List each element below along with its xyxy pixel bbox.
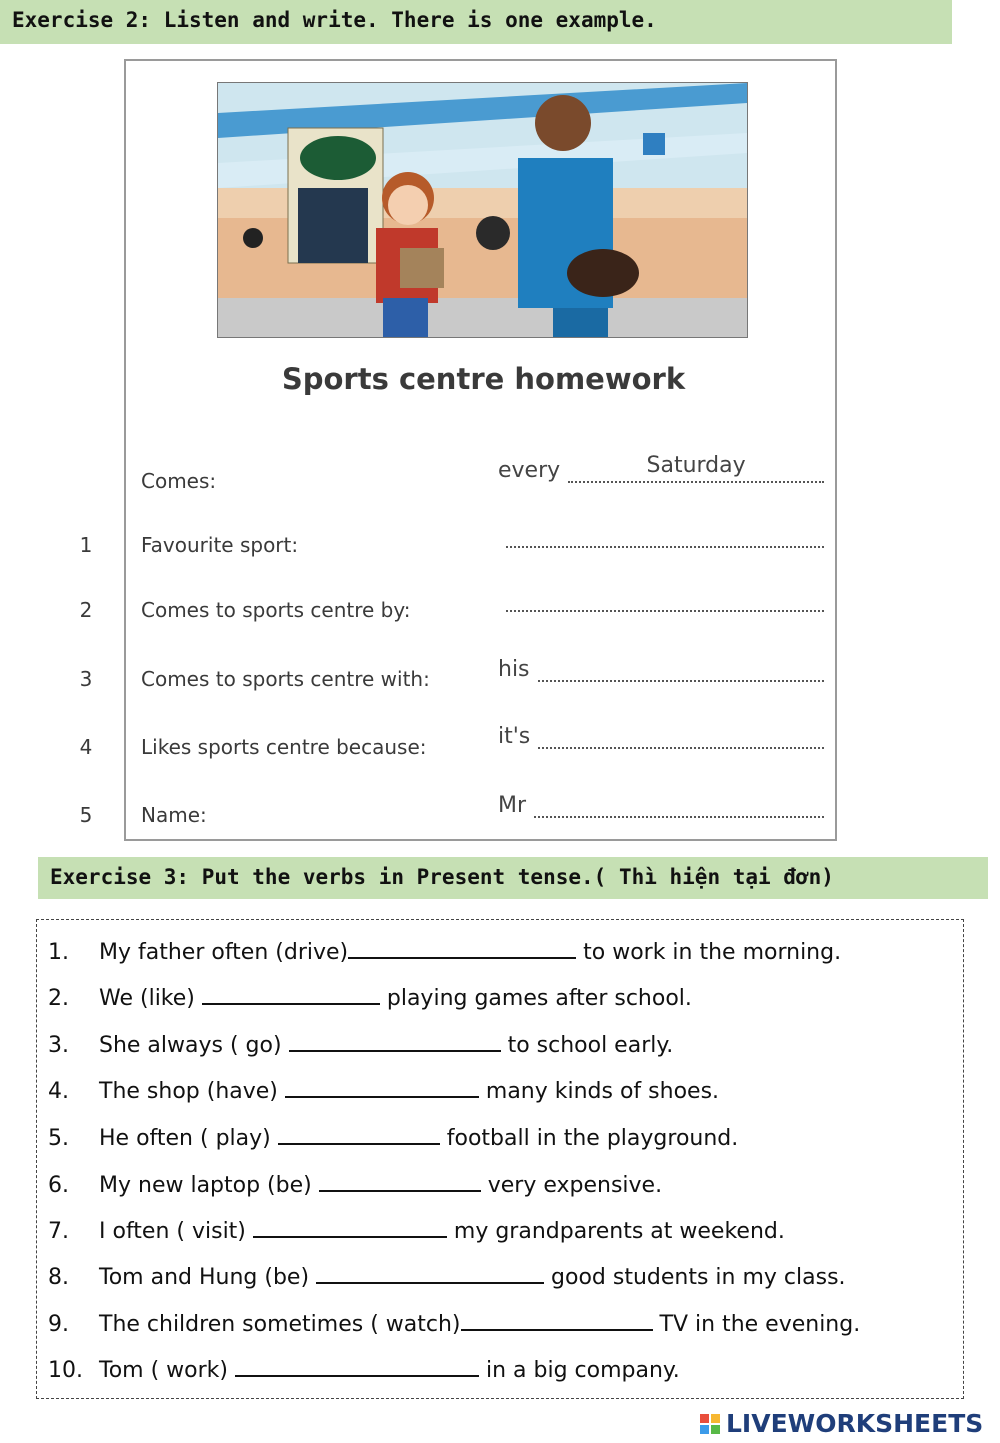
row-label: Comes to sports centre by: (141, 598, 411, 622)
answer-blank[interactable] (202, 985, 380, 1005)
list-item: 10. Tom ( work) in a big company. (48, 1358, 680, 1383)
answer-field[interactable] (498, 793, 824, 818)
list-item: 5. He often ( play) football in the playground. (48, 1126, 739, 1151)
answer-blank[interactable] (316, 1264, 544, 1284)
answer-prefix: Mr (498, 793, 527, 818)
row-number: 2 (79, 598, 93, 622)
exercise-2-header: Exercise 2: Listen and write. There is one example. (0, 0, 952, 44)
list-item: 9. The children sometimes ( watch) TV in the evening. (48, 1312, 861, 1337)
exercise-3-header: Exercise 3: Put the verbs in Present tense.( Thì hiện tại đơn) (38, 857, 988, 899)
answer-value: Saturday (646, 453, 746, 478)
answer-blank[interactable] (319, 1172, 481, 1192)
answer-blank[interactable] (278, 1125, 440, 1145)
answer-blank[interactable] (285, 1078, 479, 1098)
answer-field[interactable] (498, 453, 824, 483)
list-item: 3. She always ( go) to school early. (48, 1033, 674, 1058)
panel-title: Sports centre homework (281, 362, 686, 396)
row-label: Likes sports centre because: (141, 735, 427, 759)
row-number: 4 (79, 735, 93, 759)
sports-centre-illustration (217, 82, 748, 338)
answer-blank[interactable] (253, 1218, 447, 1238)
liveworksheets-icon (700, 1414, 720, 1434)
list-item: 4. The shop (have) many kinds of shoes. (48, 1079, 720, 1104)
answer-prefix: his (498, 657, 530, 682)
row-label: Name: (141, 803, 207, 827)
list-item: 7. I often ( visit) my grandparents at weekend. (48, 1219, 785, 1244)
row-number: 5 (79, 803, 93, 827)
row-label: Comes to sports centre with: (141, 667, 430, 691)
answer-field[interactable] (498, 524, 824, 548)
answer-field[interactable] (498, 724, 824, 749)
answer-blank[interactable] (235, 1357, 479, 1377)
row-label: Favourite sport: (141, 533, 299, 557)
answer-prefix: it's (498, 724, 531, 749)
liveworksheets-logo (700, 1409, 983, 1438)
list-item: 8. Tom and Hung (be) good students in my class. (48, 1265, 846, 1290)
brand-text: LIVEWORKSHEETS (726, 1409, 984, 1438)
row-number: 3 (79, 667, 93, 691)
answer-field[interactable] (498, 588, 824, 612)
list-item: 2. We (like) playing games after school. (48, 986, 692, 1011)
answer-blank[interactable] (348, 939, 576, 959)
answer-field[interactable] (498, 657, 824, 682)
row-number: 1 (79, 533, 93, 557)
answer-prefix: every (498, 458, 561, 483)
answer-blank[interactable] (461, 1311, 653, 1331)
list-item: 1. My father often (drive) to work in the morning. (48, 940, 842, 965)
answer-blank[interactable] (289, 1032, 501, 1052)
list-item: 6. My new laptop (be) very expensive. (48, 1173, 663, 1198)
row-label: Comes: (141, 469, 217, 493)
